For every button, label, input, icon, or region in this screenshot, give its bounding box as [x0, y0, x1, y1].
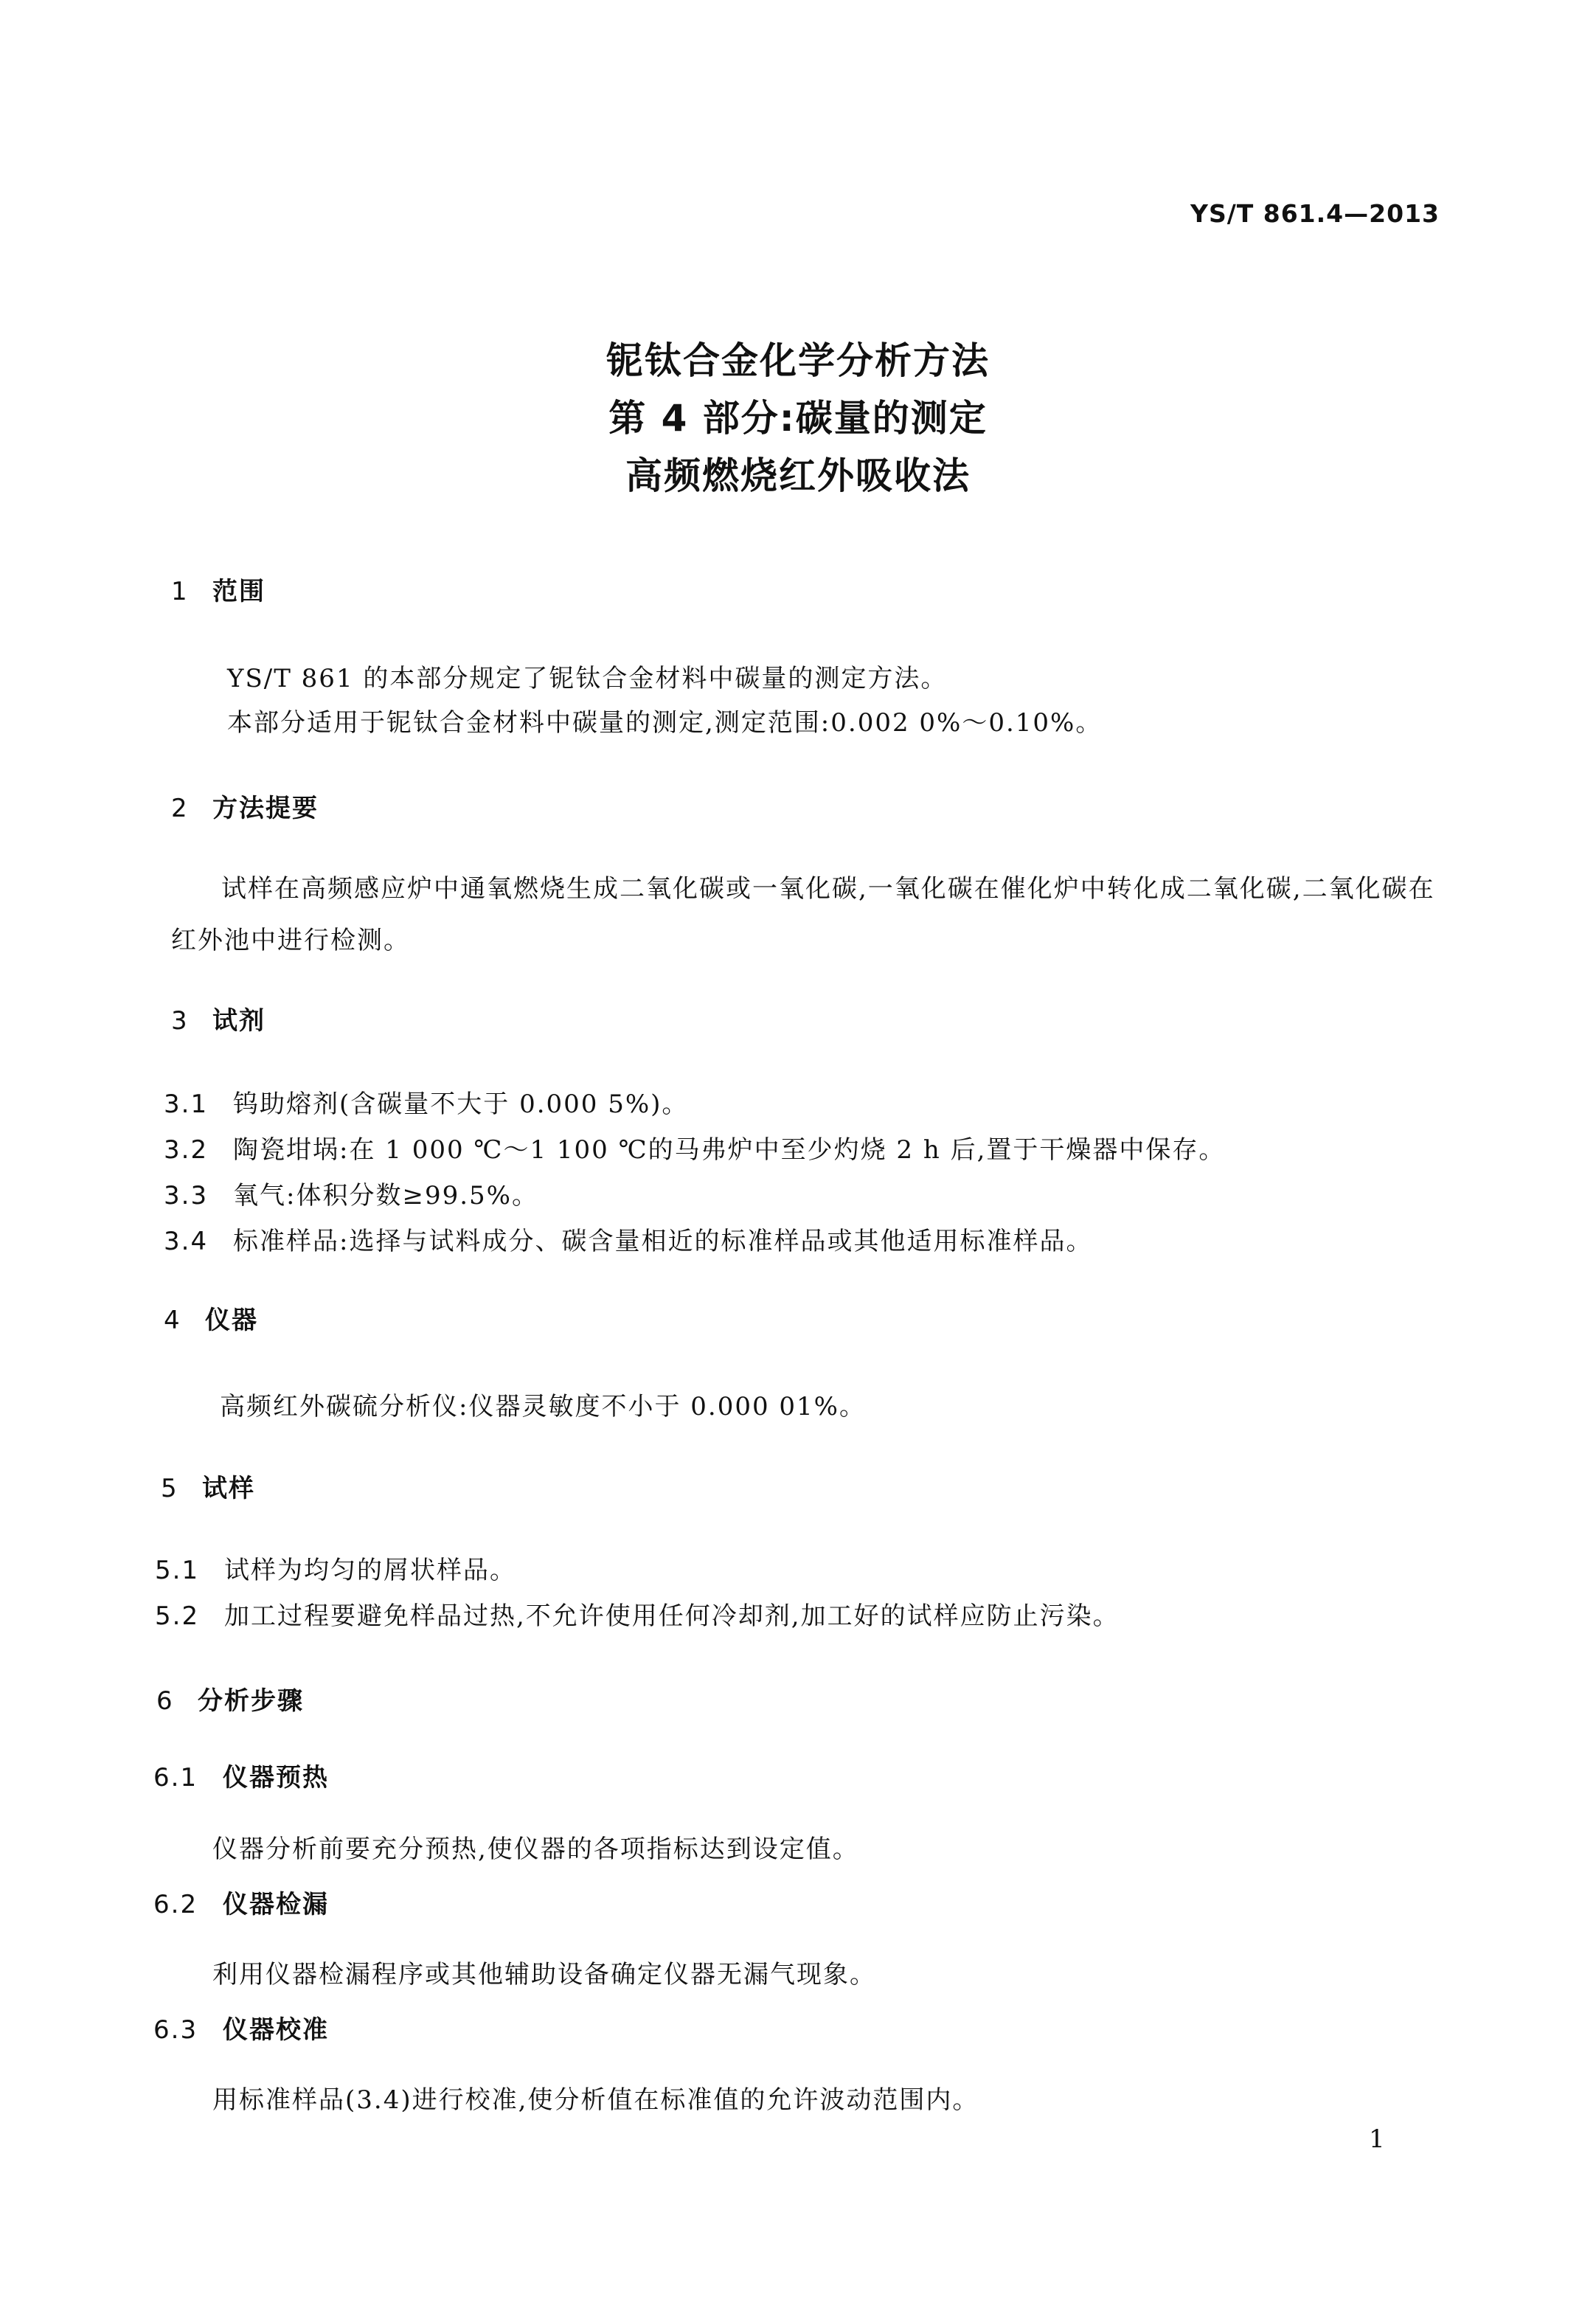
subsection-title: 仪器校准	[223, 2015, 329, 2045]
list-item	[164, 1216, 1092, 1267]
page-number: 1	[1369, 2124, 1385, 2154]
item-number: 3.1	[164, 1090, 209, 1119]
subsection-6-2-heading	[153, 1884, 329, 1920]
title-line-3: 高频燃烧红外吸收法	[625, 454, 971, 497]
subsection-6-1-text: 仪器分析前要充分预热,使仪器的各项指标达到设定值。	[212, 1835, 859, 1864]
section-2-text: 试样在高频感应炉中通氧燃烧生成二氧化碳或一氧化碳,一氧化碳在催化炉中转化成二氧化碳,二氧化碳在红外池中进行检测。	[171, 874, 1435, 955]
section-number: 1	[171, 577, 189, 606]
subsection-number: 6.2	[153, 1890, 198, 1919]
subsection-title: 仪器检漏	[223, 1890, 329, 1919]
standard-number: YS/T 861.4—2013	[1190, 199, 1440, 228]
item-number: 3.2	[164, 1135, 209, 1165]
section-3-heading	[171, 1000, 266, 1036]
section-number: 4	[164, 1306, 181, 1335]
section-title: 分析步骤	[198, 1686, 304, 1716]
item-text: 陶瓷坩埚:在 1 000 ℃～1 100 ℃的马弗炉中至少灼烧 2 h 后,置于干燥器中保存。	[233, 1135, 1226, 1165]
section-number: 6	[156, 1686, 174, 1716]
section-2-heading	[171, 788, 319, 824]
list-item	[155, 1590, 1120, 1642]
title-line-1: 铌钛合金化学分析方法	[606, 339, 990, 382]
section-number: 5	[161, 1474, 178, 1503]
subsection-6-3-heading	[153, 2009, 329, 2046]
item-number: 5.1	[155, 1556, 200, 1585]
item-number: 3.3	[164, 1181, 209, 1210]
item-number: 5.2	[155, 1601, 200, 1631]
item-text: 试样为均匀的屑状样品。	[224, 1556, 516, 1585]
subsection-title: 仪器预热	[223, 1763, 329, 1792]
section-1-paragraph-1: YS/T 861 的本部分规定了铌钛合金材料中碳量的测定方法。	[227, 664, 948, 693]
item-number: 3.4	[164, 1227, 209, 1256]
section-title: 试样	[202, 1474, 255, 1503]
item-text: 标准样品:选择与试料成分、碳含量相近的标准样品或其他适用标准样品。	[233, 1227, 1093, 1256]
subsection-6-1-heading	[153, 1757, 329, 1793]
section-2-paragraph	[171, 863, 1454, 966]
section-6-heading	[156, 1680, 304, 1717]
section-1-paragraph-2: 本部分适用于铌钛合金材料中碳量的测定,测定范围:0.002 0%～0.10%。	[227, 708, 1103, 738]
list-item	[155, 1545, 516, 1596]
item-text: 钨助熔剂(含碳量不大于 0.000 5%)。	[233, 1090, 689, 1119]
list-item	[164, 1124, 1225, 1176]
section-1-heading	[171, 571, 266, 607]
section-title: 仪器	[205, 1306, 258, 1335]
list-item	[164, 1078, 688, 1130]
list-item	[164, 1170, 538, 1222]
subsection-number: 6.1	[153, 1763, 198, 1792]
item-text: 氧气:体积分数≥99.5%。	[233, 1181, 538, 1210]
section-number: 3	[171, 1006, 189, 1036]
item-text: 加工过程要避免样品过热,不允许使用任何冷却剂,加工好的试样应防止污染。	[224, 1601, 1120, 1631]
section-title: 试剂	[212, 1006, 266, 1036]
section-title: 方法提要	[212, 794, 319, 823]
document-title	[0, 332, 1596, 505]
section-4-paragraph: 高频红外碳硫分析仪:仪器灵敏度不小于 0.000 01%。	[220, 1392, 866, 1421]
section-number: 2	[171, 794, 189, 823]
section-title: 范围	[212, 577, 266, 606]
subsection-6-2-text: 利用仪器检漏程序或其他辅助设备确定仪器无漏气现象。	[212, 1960, 876, 1989]
title-line-2: 第 4 部分:碳量的测定	[608, 397, 988, 440]
subsection-number: 6.3	[153, 2015, 198, 2045]
section-4-heading	[164, 1300, 258, 1336]
section-5-heading	[161, 1468, 255, 1504]
subsection-6-3-text: 用标准样品(3.4)进行校准,使分析值在标准值的允许波动范围内。	[212, 2085, 979, 2115]
